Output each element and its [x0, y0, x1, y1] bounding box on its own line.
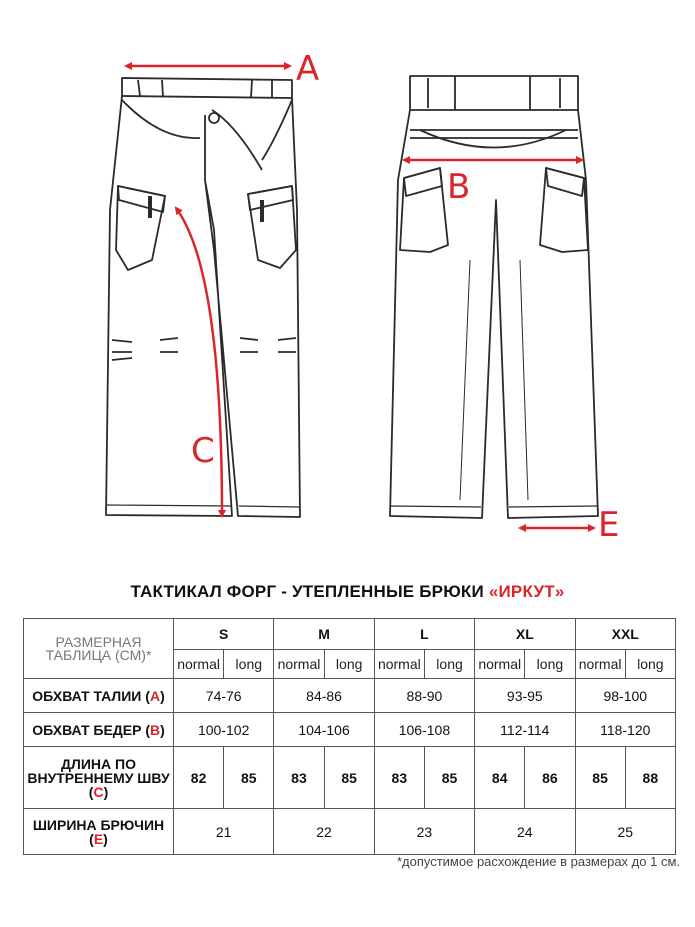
- row-label-leg: ШИРИНА БРЮЧИН (E): [24, 809, 174, 855]
- label-c: C: [191, 431, 215, 471]
- waist-l: 88-90: [374, 679, 474, 713]
- hips-s: 100-102: [174, 713, 274, 747]
- inseam-xl-long: 86: [525, 747, 575, 809]
- inseam-m-long: 85: [324, 747, 374, 809]
- row-label-hips: ОБХВАТ БЕДЕР (B): [24, 713, 174, 747]
- hips-xxl: 118-120: [575, 713, 676, 747]
- size-m: M: [274, 619, 374, 650]
- row-label-inseam: ДЛИНА ПО ВНУТРЕННЕМУ ШВУ (C): [24, 747, 174, 809]
- size-xxl: XXL: [575, 619, 676, 650]
- table-row-waist: [24, 679, 676, 713]
- inseam-xxl-long: 88: [625, 747, 675, 809]
- size-table: [23, 618, 676, 855]
- leg-s: 21: [174, 809, 274, 855]
- sub-normal: normal: [174, 650, 224, 679]
- size-s: S: [174, 619, 274, 650]
- inseam-m-normal: 83: [274, 747, 324, 809]
- title-highlight: «ИРКУТ»: [488, 582, 565, 601]
- title-main: ТАКТИКАЛ ФОРГ - УТЕПЛЕННЫЕ БРЮКИ: [130, 582, 489, 601]
- waist-m: 84-86: [274, 679, 374, 713]
- sub-long: long: [224, 650, 274, 679]
- table-row-leg: [24, 809, 676, 855]
- hips-m: 104-106: [274, 713, 374, 747]
- footnote: *допустимое расхождение в размерах до 1 см.: [396, 854, 680, 869]
- waist-xl: 93-95: [475, 679, 575, 713]
- sub-normal: normal: [475, 650, 525, 679]
- waist-s: 74-76: [174, 679, 274, 713]
- inseam-l-long: 85: [424, 747, 474, 809]
- leg-xl: 24: [475, 809, 575, 855]
- inseam-xxl-normal: 85: [575, 747, 625, 809]
- inseam-l-normal: 83: [374, 747, 424, 809]
- hips-l: 106-108: [374, 713, 474, 747]
- back-view-trousers: [390, 76, 598, 518]
- sub-long: long: [625, 650, 675, 679]
- label-b: B: [447, 167, 471, 207]
- inseam-s-long: 85: [224, 747, 274, 809]
- inseam-xl-normal: 84: [475, 747, 525, 809]
- sub-long: long: [525, 650, 575, 679]
- leg-m: 22: [274, 809, 374, 855]
- size-l: L: [374, 619, 474, 650]
- leg-l: 23: [374, 809, 474, 855]
- size-xl: XL: [475, 619, 575, 650]
- sub-normal: normal: [274, 650, 324, 679]
- size-table-header-label: РАЗМЕРНАЯ ТАБЛИЦА (СМ)*: [24, 619, 174, 679]
- leg-xxl: 25: [575, 809, 676, 855]
- label-a: A: [296, 49, 320, 89]
- sub-normal: normal: [575, 650, 625, 679]
- waist-xxl: 98-100: [575, 679, 676, 713]
- row-label-waist: ОБХВАТ ТАЛИИ (A): [24, 679, 174, 713]
- sub-long: long: [324, 650, 374, 679]
- page-title: [0, 582, 695, 602]
- table-row-inseam: [24, 747, 676, 809]
- hips-xl: 112-114: [475, 713, 575, 747]
- inseam-s-normal: 82: [174, 747, 224, 809]
- sub-long: long: [424, 650, 474, 679]
- sub-normal: normal: [374, 650, 424, 679]
- table-row-hips: [24, 713, 676, 747]
- label-e: E: [598, 505, 620, 545]
